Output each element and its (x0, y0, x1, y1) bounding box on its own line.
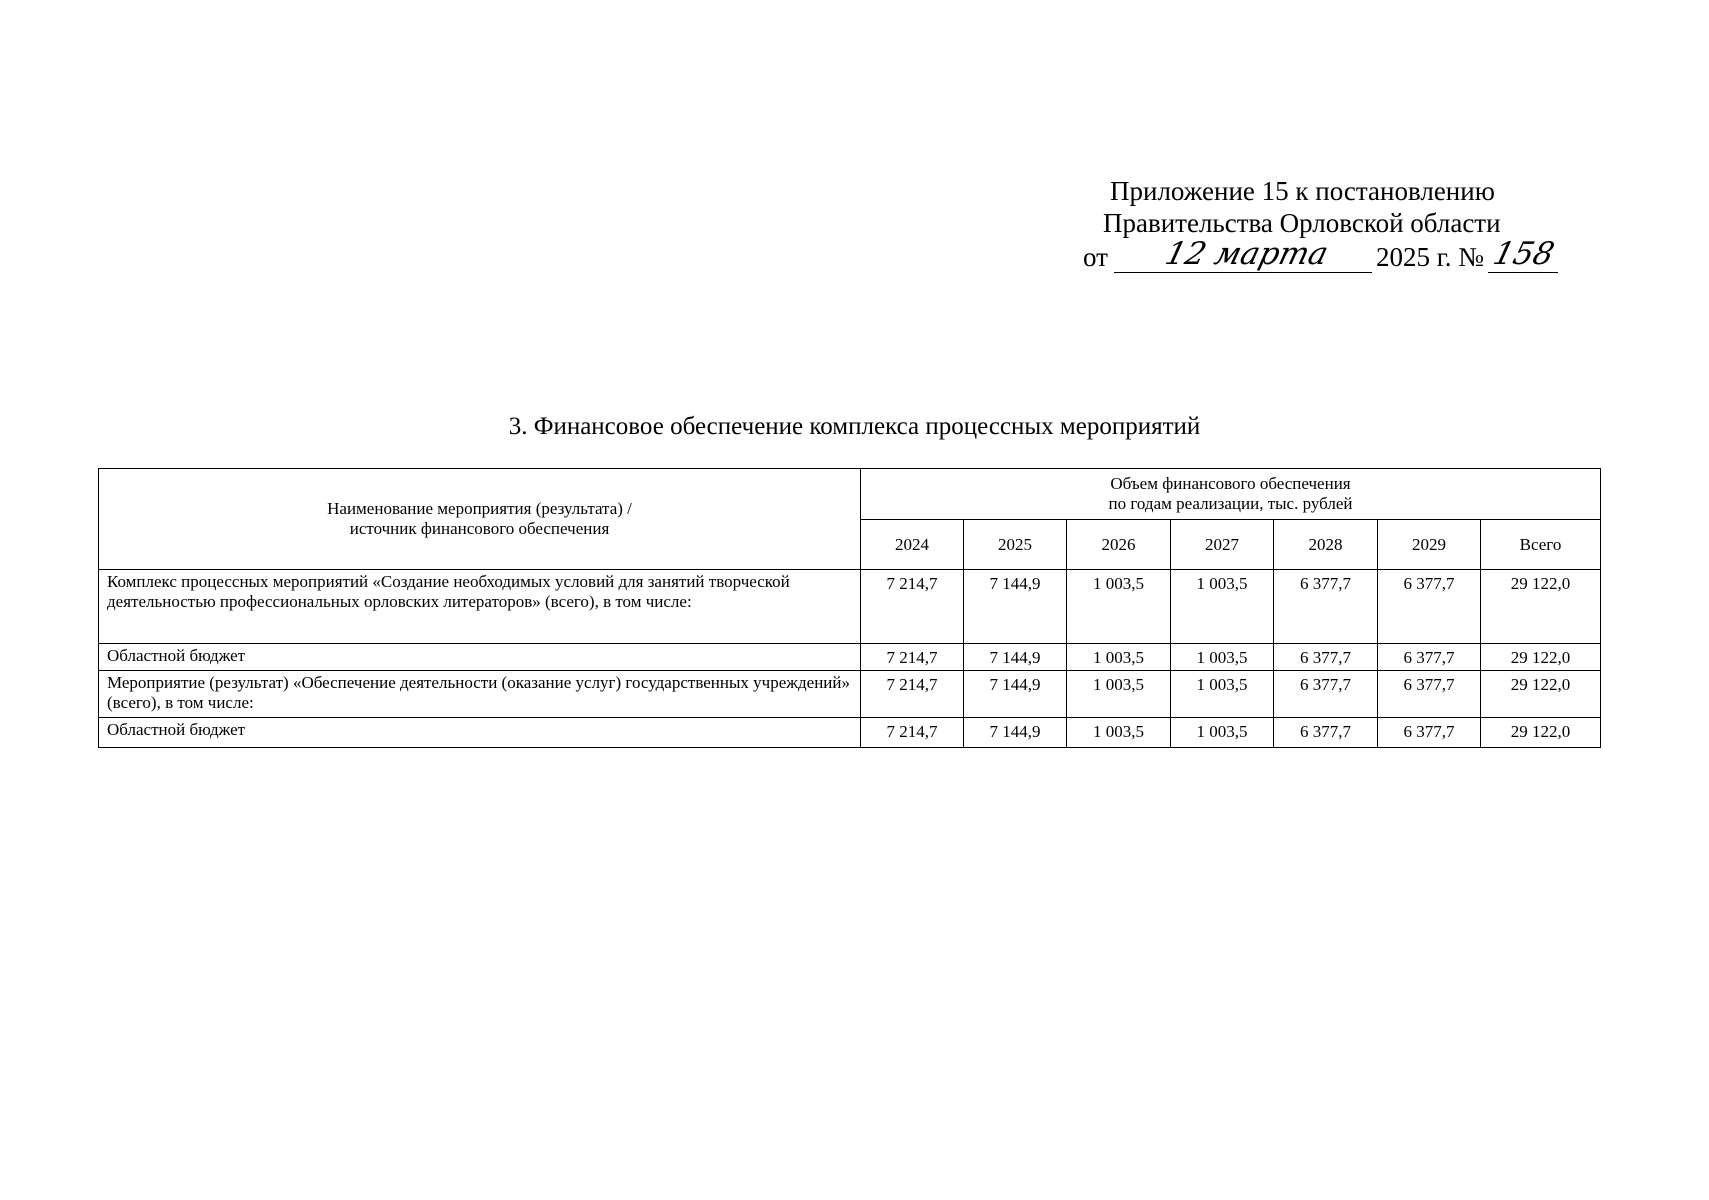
value-cell: 6 377,7 (1274, 644, 1378, 671)
value-cell: 7 214,7 (861, 644, 964, 671)
year-header: 2028 (1274, 520, 1378, 570)
volume-column-header (861, 469, 1601, 520)
volume-header-line-1: Объем финансового обеспечения (1110, 474, 1351, 493)
table-row (99, 718, 1601, 748)
value-cell: 6 377,7 (1274, 570, 1378, 644)
section-title: 3. Финансовое обеспечение комплекса процессных мероприятий (508, 413, 1201, 440)
value-cell: 7 214,7 (861, 718, 964, 748)
value-cell: 6 377,7 (1274, 671, 1378, 718)
year-number-label: 2025 г. № (1375, 242, 1484, 272)
value-cell: 1 003,5 (1067, 644, 1171, 671)
value-cell: 1 003,5 (1171, 644, 1274, 671)
table-row (99, 570, 1601, 644)
row-name: Комплекс процессных мероприятий «Создание необходимых условий для занятий творческой деятельностью профессиональных орловских литераторов» (всего), в том числе: (99, 570, 861, 644)
value-cell: 1 003,5 (1067, 718, 1171, 748)
name-header-line-2: источник финансового обеспечения (349, 519, 610, 538)
number-blank (1488, 236, 1558, 273)
total-cell: 29 122,0 (1481, 644, 1601, 671)
appendix-line-1: Приложение 15 к постановлению (1110, 176, 1495, 206)
financing-table (98, 468, 1601, 748)
value-cell: 7 144,9 (964, 718, 1067, 748)
value-cell: 1 003,5 (1067, 671, 1171, 718)
value-cell: 1 003,5 (1067, 570, 1171, 644)
appendix-line-3 (1083, 236, 1558, 276)
year-header: 2025 (964, 520, 1067, 570)
value-cell: 7 214,7 (861, 671, 964, 718)
appendix-line-2: Правительства Орловской области (1103, 208, 1501, 238)
table-row (99, 644, 1601, 671)
row-name: Областной бюджет (99, 644, 861, 671)
value-cell: 1 003,5 (1171, 718, 1274, 748)
value-cell: 1 003,5 (1171, 570, 1274, 644)
date-blank (1114, 236, 1372, 273)
row-name: Областной бюджет (99, 718, 861, 748)
name-column-header (99, 469, 861, 570)
year-header: 2027 (1171, 520, 1274, 570)
handwritten-number: 158 (1489, 236, 1558, 272)
value-cell: 6 377,7 (1378, 718, 1481, 748)
value-cell: 7 144,9 (964, 671, 1067, 718)
value-cell: 6 377,7 (1378, 570, 1481, 644)
value-cell: 1 003,5 (1171, 671, 1274, 718)
total-header: Всего (1481, 520, 1601, 570)
value-cell: 7 144,9 (964, 644, 1067, 671)
row-name: Мероприятие (результат) «Обеспечение деятельности (оказание услуг) государственных учреждений» (всего), в том числе: (99, 671, 861, 718)
total-cell: 29 122,0 (1481, 570, 1601, 644)
total-cell: 29 122,0 (1481, 671, 1601, 718)
handwritten-date: 12 марта (1161, 236, 1332, 272)
date-prefix: от (1083, 242, 1108, 272)
value-cell: 6 377,7 (1378, 671, 1481, 718)
year-header: 2024 (861, 520, 964, 570)
table-row (99, 671, 1601, 718)
value-cell: 7 144,9 (964, 570, 1067, 644)
name-header-line-1: Наименование мероприятия (результата) / (327, 499, 632, 518)
total-cell: 29 122,0 (1481, 718, 1601, 748)
value-cell: 7 214,7 (861, 570, 964, 644)
value-cell: 6 377,7 (1274, 718, 1378, 748)
value-cell: 6 377,7 (1378, 644, 1481, 671)
year-header: 2029 (1378, 520, 1481, 570)
volume-header-line-2: по годам реализации, тыс. рублей (1108, 494, 1353, 513)
year-header: 2026 (1067, 520, 1171, 570)
